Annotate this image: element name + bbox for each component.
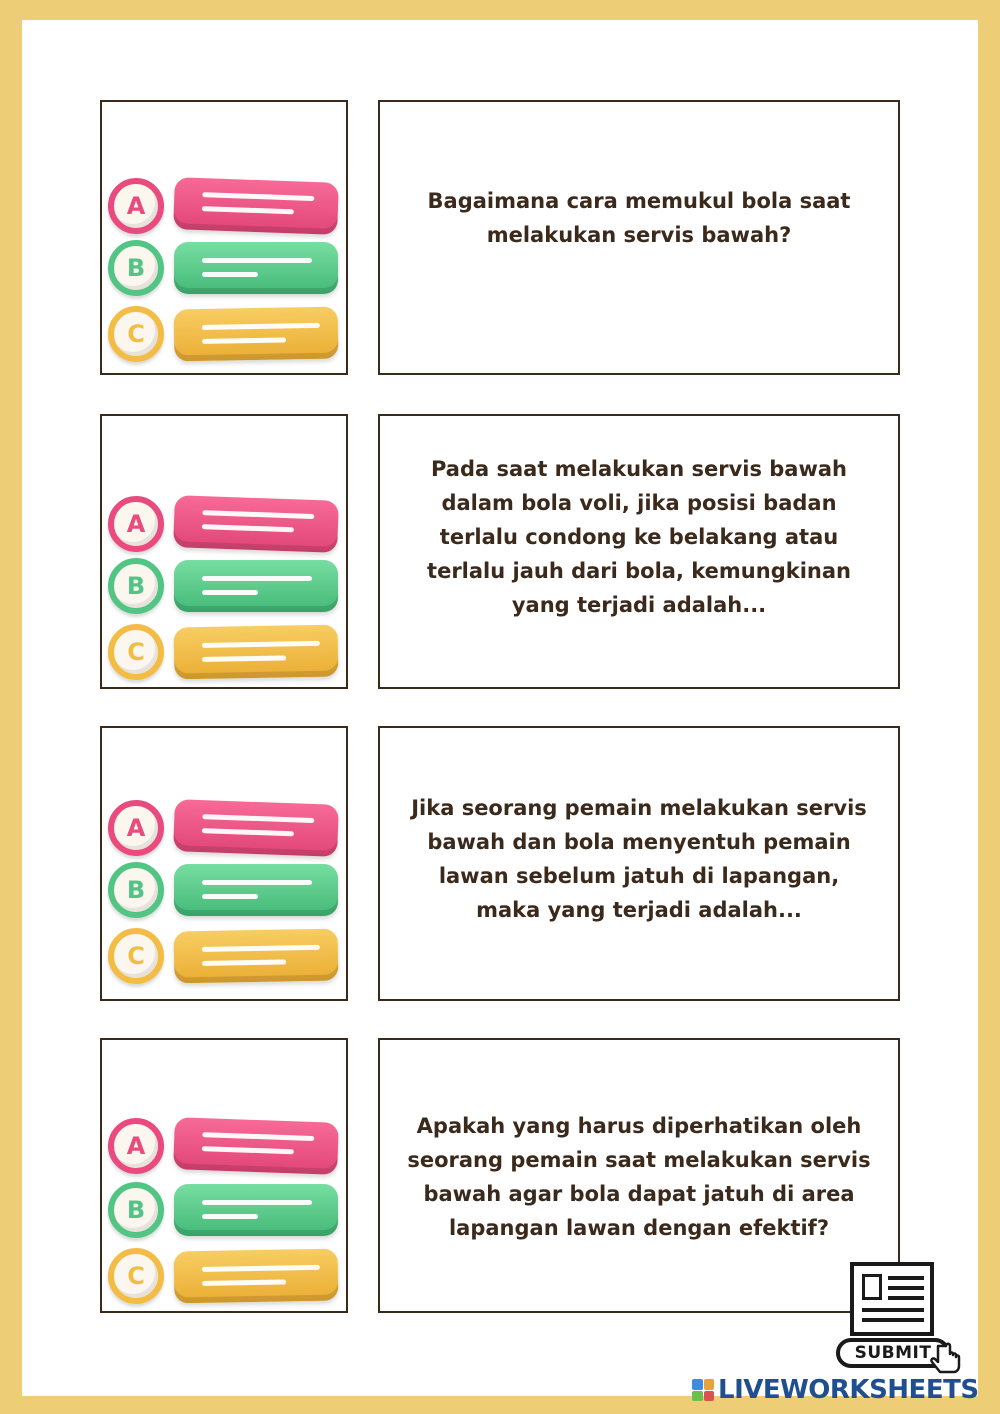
question-text-3: Jika seorang pemain melakukan servis bawah dan bola menyentuh pemain lawan sebelum jatuh di lapangan, maka yang terjadi adalah... bbox=[411, 795, 867, 922]
option-c-bar bbox=[174, 1249, 339, 1304]
liveworksheets-brand bbox=[692, 1374, 979, 1406]
option-a-badge: A bbox=[108, 178, 164, 234]
quiz-illustration bbox=[100, 726, 348, 1001]
question-row-4 bbox=[100, 1038, 900, 1313]
option-c-graphic bbox=[108, 1246, 344, 1306]
option-b-bar bbox=[174, 864, 338, 916]
quiz-illustration bbox=[100, 414, 348, 689]
option-c-badge: C bbox=[108, 1248, 164, 1304]
quiz-illustration bbox=[100, 100, 348, 375]
question-box-3 bbox=[378, 726, 900, 1001]
option-a-badge: A bbox=[108, 496, 164, 552]
liveworksheets-logo-icon bbox=[692, 1379, 714, 1401]
question-box-2 bbox=[378, 414, 900, 689]
option-a-badge: A bbox=[108, 800, 164, 856]
option-c-graphic bbox=[108, 926, 344, 986]
option-a-badge: A bbox=[108, 1118, 164, 1174]
option-b-badge: B bbox=[108, 862, 164, 918]
submit-button[interactable] bbox=[832, 1258, 962, 1378]
option-b-bar bbox=[174, 1184, 338, 1236]
option-a-bar bbox=[173, 177, 339, 235]
option-c-graphic bbox=[108, 304, 344, 364]
option-b-graphic bbox=[108, 1180, 344, 1240]
question-row-2 bbox=[100, 414, 900, 689]
option-a-bar bbox=[173, 799, 339, 857]
question-box-4 bbox=[378, 1038, 900, 1313]
option-c-badge: C bbox=[108, 928, 164, 984]
option-a-bar bbox=[173, 1117, 339, 1175]
option-b-bar bbox=[174, 560, 338, 612]
option-c-bar bbox=[174, 625, 339, 680]
submit-document-icon bbox=[850, 1262, 934, 1336]
question-text-1: Bagaimana cara memukul bola saat melakukan servis bawah? bbox=[427, 188, 851, 247]
option-c-graphic bbox=[108, 622, 344, 682]
option-a-graphic bbox=[108, 494, 344, 554]
option-c-bar bbox=[174, 307, 339, 362]
question-row-3 bbox=[100, 726, 900, 1001]
option-c-bar bbox=[174, 929, 339, 984]
submit-label: SUBMIT bbox=[836, 1338, 950, 1368]
option-b-badge: B bbox=[108, 1182, 164, 1238]
option-c-badge: C bbox=[108, 306, 164, 362]
quiz-illustration bbox=[100, 1038, 348, 1313]
option-b-bar bbox=[174, 242, 338, 294]
option-b-graphic bbox=[108, 860, 344, 920]
question-row-1 bbox=[100, 100, 900, 375]
option-b-badge: B bbox=[108, 558, 164, 614]
option-a-bar bbox=[173, 495, 339, 553]
question-text-2: Pada saat melakukan servis bawah dalam bola voli, jika posisi badan terlalu condong ke belakang atau terlalu jauh dari bola, kemungkinan yang terjadi adalah... bbox=[427, 456, 851, 617]
option-a-graphic bbox=[108, 176, 344, 236]
option-b-graphic bbox=[108, 238, 344, 298]
option-c-badge: C bbox=[108, 624, 164, 680]
option-b-graphic bbox=[108, 556, 344, 616]
option-a-graphic bbox=[108, 798, 344, 858]
option-b-badge: B bbox=[108, 240, 164, 296]
option-a-graphic bbox=[108, 1116, 344, 1176]
pointer-hand-icon bbox=[930, 1342, 964, 1378]
brand-name: LIVEWORKSHEETS bbox=[718, 1375, 979, 1405]
question-text-4: Apakah yang harus diperhatikan oleh seorang pemain saat melakukan servis bawah agar bola dapat jatuh di area lapangan lawan dengan efektif? bbox=[407, 1113, 871, 1240]
question-box-1 bbox=[378, 100, 900, 375]
